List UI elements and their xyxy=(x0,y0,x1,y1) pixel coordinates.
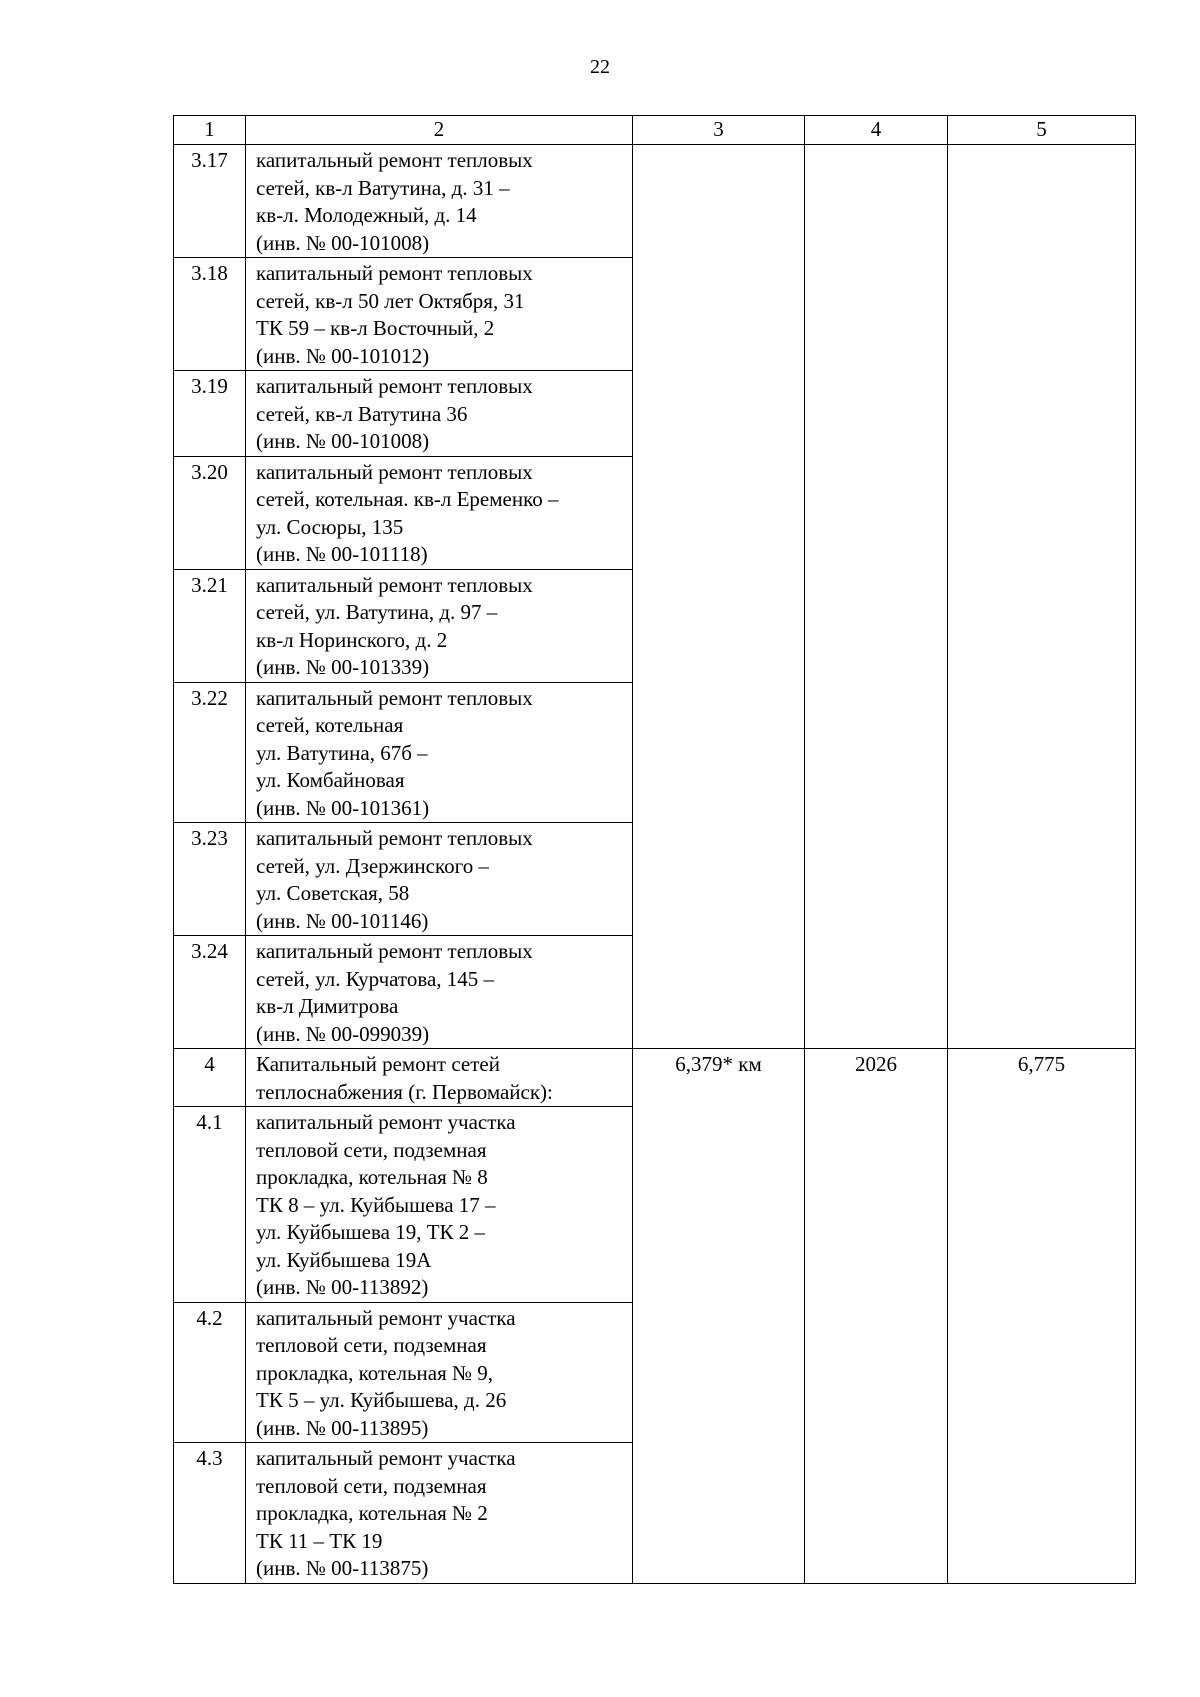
row-number: 3.24 xyxy=(174,936,246,1049)
row-number: 4.1 xyxy=(174,1107,246,1303)
description-line: капитальный ремонт участка xyxy=(256,1305,516,1330)
description-line: ул. Советская, 58 xyxy=(256,881,410,905)
row-description xyxy=(246,456,633,569)
description-line: (инв. № 00-113895) xyxy=(256,1415,429,1440)
description-line: (инв. № 00-101008) xyxy=(256,429,430,453)
row-number: 4 xyxy=(174,1049,246,1107)
row-description xyxy=(246,682,633,823)
description-line: ТК 59 – кв-л Восточный, 2 xyxy=(256,316,495,340)
description-line: прокладка, котельная № 9, xyxy=(256,1360,494,1385)
description-line: капитальный ремонт тепловых xyxy=(256,261,533,285)
description-line: (инв. № 00-101118) xyxy=(256,542,428,566)
length-value: 6,379* км xyxy=(633,1049,805,1584)
header-col-1: 1 xyxy=(174,116,246,145)
row-description xyxy=(246,258,633,371)
description-line: ул. Куйбышева 19А xyxy=(256,1247,432,1272)
row-description xyxy=(246,936,633,1049)
description-line: капитальный ремонт участка xyxy=(256,1110,516,1134)
description-line: капитальный ремонт тепловых xyxy=(256,685,533,710)
description-line: ТК 8 – ул. Куйбышева 17 – xyxy=(256,1192,496,1217)
row-number: 4.2 xyxy=(174,1302,246,1443)
description-line: ТК 5 – ул. Куйбышева, д. 26 xyxy=(256,1388,507,1412)
row-number: 3.19 xyxy=(174,371,246,457)
description-line: сетей, кв-л Ватутина 36 xyxy=(256,401,468,426)
description-line: прокладка, котельная № 8 xyxy=(256,1165,488,1189)
description-line: кв-л Норинского, д. 2 xyxy=(256,627,448,652)
description-line: ул. Ватутина, 67б – xyxy=(256,740,428,765)
page-number: 22 xyxy=(590,56,610,78)
row-number: 3.17 xyxy=(174,145,246,258)
description-line: (инв. № 00-101008) xyxy=(256,230,430,255)
description-line: (инв. № 00-101146) xyxy=(256,908,429,933)
description-line: сетей, котельная. кв-л Еременко – xyxy=(256,487,559,511)
row-description xyxy=(246,1443,633,1584)
description-line: капитальный ремонт тепловых xyxy=(256,148,533,172)
table-row-group-4 xyxy=(174,1049,1136,1107)
description-line: (инв. № 00-101361) xyxy=(256,795,430,820)
description-line: тепловой сети, подземная xyxy=(256,1137,487,1162)
description-line: капитальный ремонт тепловых xyxy=(256,826,533,850)
description-line: (инв. № 00-099039) xyxy=(256,1021,430,1046)
row-description xyxy=(246,823,633,936)
description-line: капитальный ремонт тепловых xyxy=(256,939,533,963)
description-line: тепловой сети, подземная xyxy=(256,1333,487,1357)
description-line: кв-л Димитрова xyxy=(256,994,399,1018)
description-line: Капитальный ремонт сетей xyxy=(256,1052,500,1076)
table-header-row xyxy=(174,116,1136,145)
cost-value: 6,775 xyxy=(948,1049,1136,1584)
description-line: капитальный ремонт участка xyxy=(256,1446,516,1470)
description-line: кв-л. Молодежный, д. 14 xyxy=(256,203,477,227)
header-col-2: 2 xyxy=(246,116,633,145)
description-line: ТК 11 – ТК 19 xyxy=(256,1528,383,1553)
description-line: (инв. № 00-101012) xyxy=(256,343,430,368)
description-line: тепловой сети, подземная xyxy=(256,1473,487,1498)
description-line: (инв. № 00-113892) xyxy=(256,1275,429,1299)
description-line: теплоснабжения (г. Первомайск): xyxy=(256,1079,553,1104)
description-line: сетей, ул. Дзержинского – xyxy=(256,853,489,878)
merged-cell-col-4 xyxy=(805,145,948,1049)
row-number: 3.21 xyxy=(174,569,246,682)
row-number: 3.18 xyxy=(174,258,246,371)
description-line: (инв. № 00-113875) xyxy=(256,1556,429,1580)
merged-cell-col-3 xyxy=(633,145,805,1049)
header-col-5: 5 xyxy=(948,116,1136,145)
header-col-4: 4 xyxy=(805,116,948,145)
row-number: 3.23 xyxy=(174,823,246,936)
description-line: сетей, кв-л Ватутина, д. 31 – xyxy=(256,175,510,200)
row-description xyxy=(246,1302,633,1443)
description-line: капитальный ремонт тепловых xyxy=(256,374,533,398)
row-description xyxy=(246,569,633,682)
description-line: сетей, ул. Ватутина, д. 97 – xyxy=(256,600,498,624)
row-description xyxy=(246,1107,633,1303)
description-line: капитальный ремонт тепловых xyxy=(256,459,533,484)
description-line: сетей, кв-л 50 лет Октября, 31 xyxy=(256,288,525,313)
table-row xyxy=(174,145,1136,258)
works-table xyxy=(173,115,1136,1584)
row-number: 3.20 xyxy=(174,456,246,569)
header-col-3: 3 xyxy=(633,116,805,145)
description-line: капитальный ремонт тепловых xyxy=(256,572,533,597)
description-line: (инв. № 00-101339) xyxy=(256,655,430,679)
description-line: прокладка, котельная № 2 xyxy=(256,1501,488,1525)
year-value: 2026 xyxy=(805,1049,948,1584)
row-number: 4.3 xyxy=(174,1443,246,1584)
row-number: 3.22 xyxy=(174,682,246,823)
merged-cell-col-5 xyxy=(948,145,1136,1049)
group-description xyxy=(246,1049,633,1107)
row-description xyxy=(246,145,633,258)
description-line: сетей, котельная xyxy=(256,713,404,737)
row-description xyxy=(246,371,633,457)
description-line: ул. Комбайновая xyxy=(256,768,405,792)
description-line: ул. Куйбышева 19, ТК 2 – xyxy=(256,1220,486,1244)
description-line: ул. Сосюры, 135 xyxy=(256,514,404,539)
description-line: сетей, ул. Курчатова, 145 – xyxy=(256,966,495,991)
